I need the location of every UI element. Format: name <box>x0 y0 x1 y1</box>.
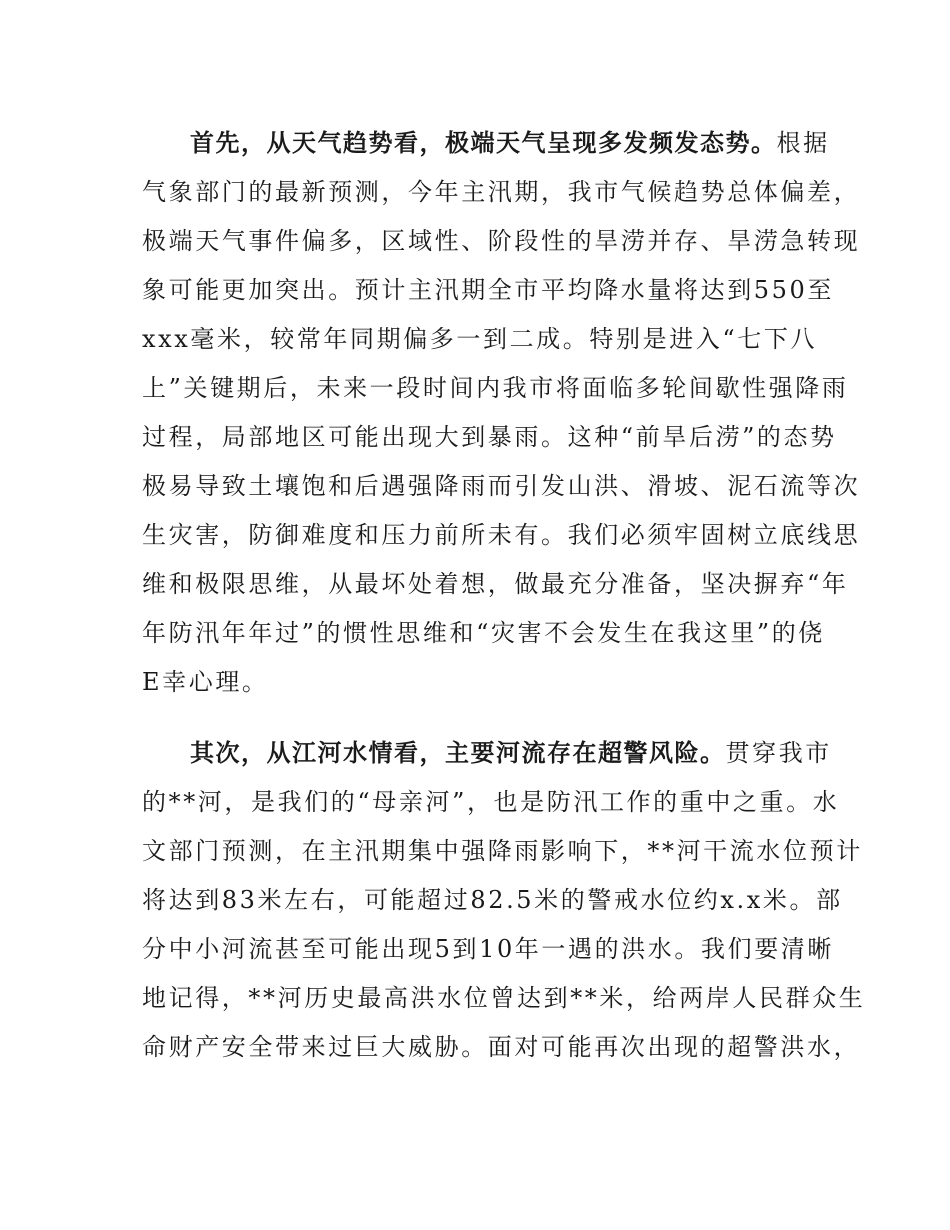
paragraph-1-line-8: 生灾害，防御难度和压力前所未有。我们必须牢固树立底线思 <box>142 521 861 549</box>
paragraph-2-line-3: 将达到83米左右，可能超过82.5米的警戒水位约x.x米。部 <box>142 886 843 914</box>
paragraph-2-first-line <box>190 733 870 773</box>
paragraph-1-line-4: xxx毫米，较常年同期偏多一到二成。特别是进入“七下八 <box>142 325 818 353</box>
paragraph-1-line-9: 维和极限思维，从最坏处着想，做最充分准备，坚决摒弃“年 <box>142 570 849 598</box>
paragraph-2-line-4: 分中小河流甚至可能出现5到10年一遇的洪水。我们要清晰 <box>142 935 835 963</box>
paragraph-1-line-1: 气象部门的最新预测，今年主汛期，我市气候趋势总体偏差， <box>142 178 861 206</box>
paragraph-2-line-1: 的**河，是我们的“母亲河”，也是防汛工作的重中之重。水 <box>142 788 840 816</box>
paragraph-2-line-5: 地记得，**河历史最高洪水位曾达到**米，给两岸人民群众生 <box>142 984 866 1012</box>
paragraph-2-first-tail: 贯穿我市 <box>725 739 832 767</box>
paragraph-2-heading: 其次，从江河水情看，主要河流存在超警风险。 <box>190 739 726 767</box>
paragraph-1-line-10: 年防汛年年过”的惯性思维和“灾害不会发生在我这里”的侥 <box>142 619 826 647</box>
paragraph-1-line-7: 极易导致土壤饱和后遇强降雨而引发山洪、滑坡、泥石流等次 <box>142 472 861 500</box>
paragraph-2-line-6: 命财产安全带来过巨大威胁。面对可能再次出现的超警洪水， <box>142 1033 861 1061</box>
paragraph-2-line-2: 文部门预测，在主汛期集中强降雨影响下，**河干流水位预计 <box>142 837 863 865</box>
paragraph-1-line-6: 过程，局部地区可能出现大到暴雨。这种“前旱后涝”的态势 <box>142 423 837 451</box>
paragraph-1-first-tail: 根据 <box>776 129 830 157</box>
paragraph-1-heading: 首先，从天气趋势看，极端天气呈现多发频发态势。 <box>190 129 777 157</box>
paragraph-1-line-5: 上”关键期后，未来一段时间内我市将面临多轮间歇性强降雨 <box>142 374 849 402</box>
paragraph-1-line-3: 象可能更加突出。预计主汛期全市平均降水量将达到550至 <box>142 276 835 304</box>
paragraph-1-line-11: E幸心理。 <box>142 668 269 696</box>
paragraph-1-first-line <box>190 123 870 163</box>
paragraph-1-line-2: 极端天气事件偏多，区域性、阶段性的旱涝并存、旱涝急转现 <box>142 227 861 255</box>
